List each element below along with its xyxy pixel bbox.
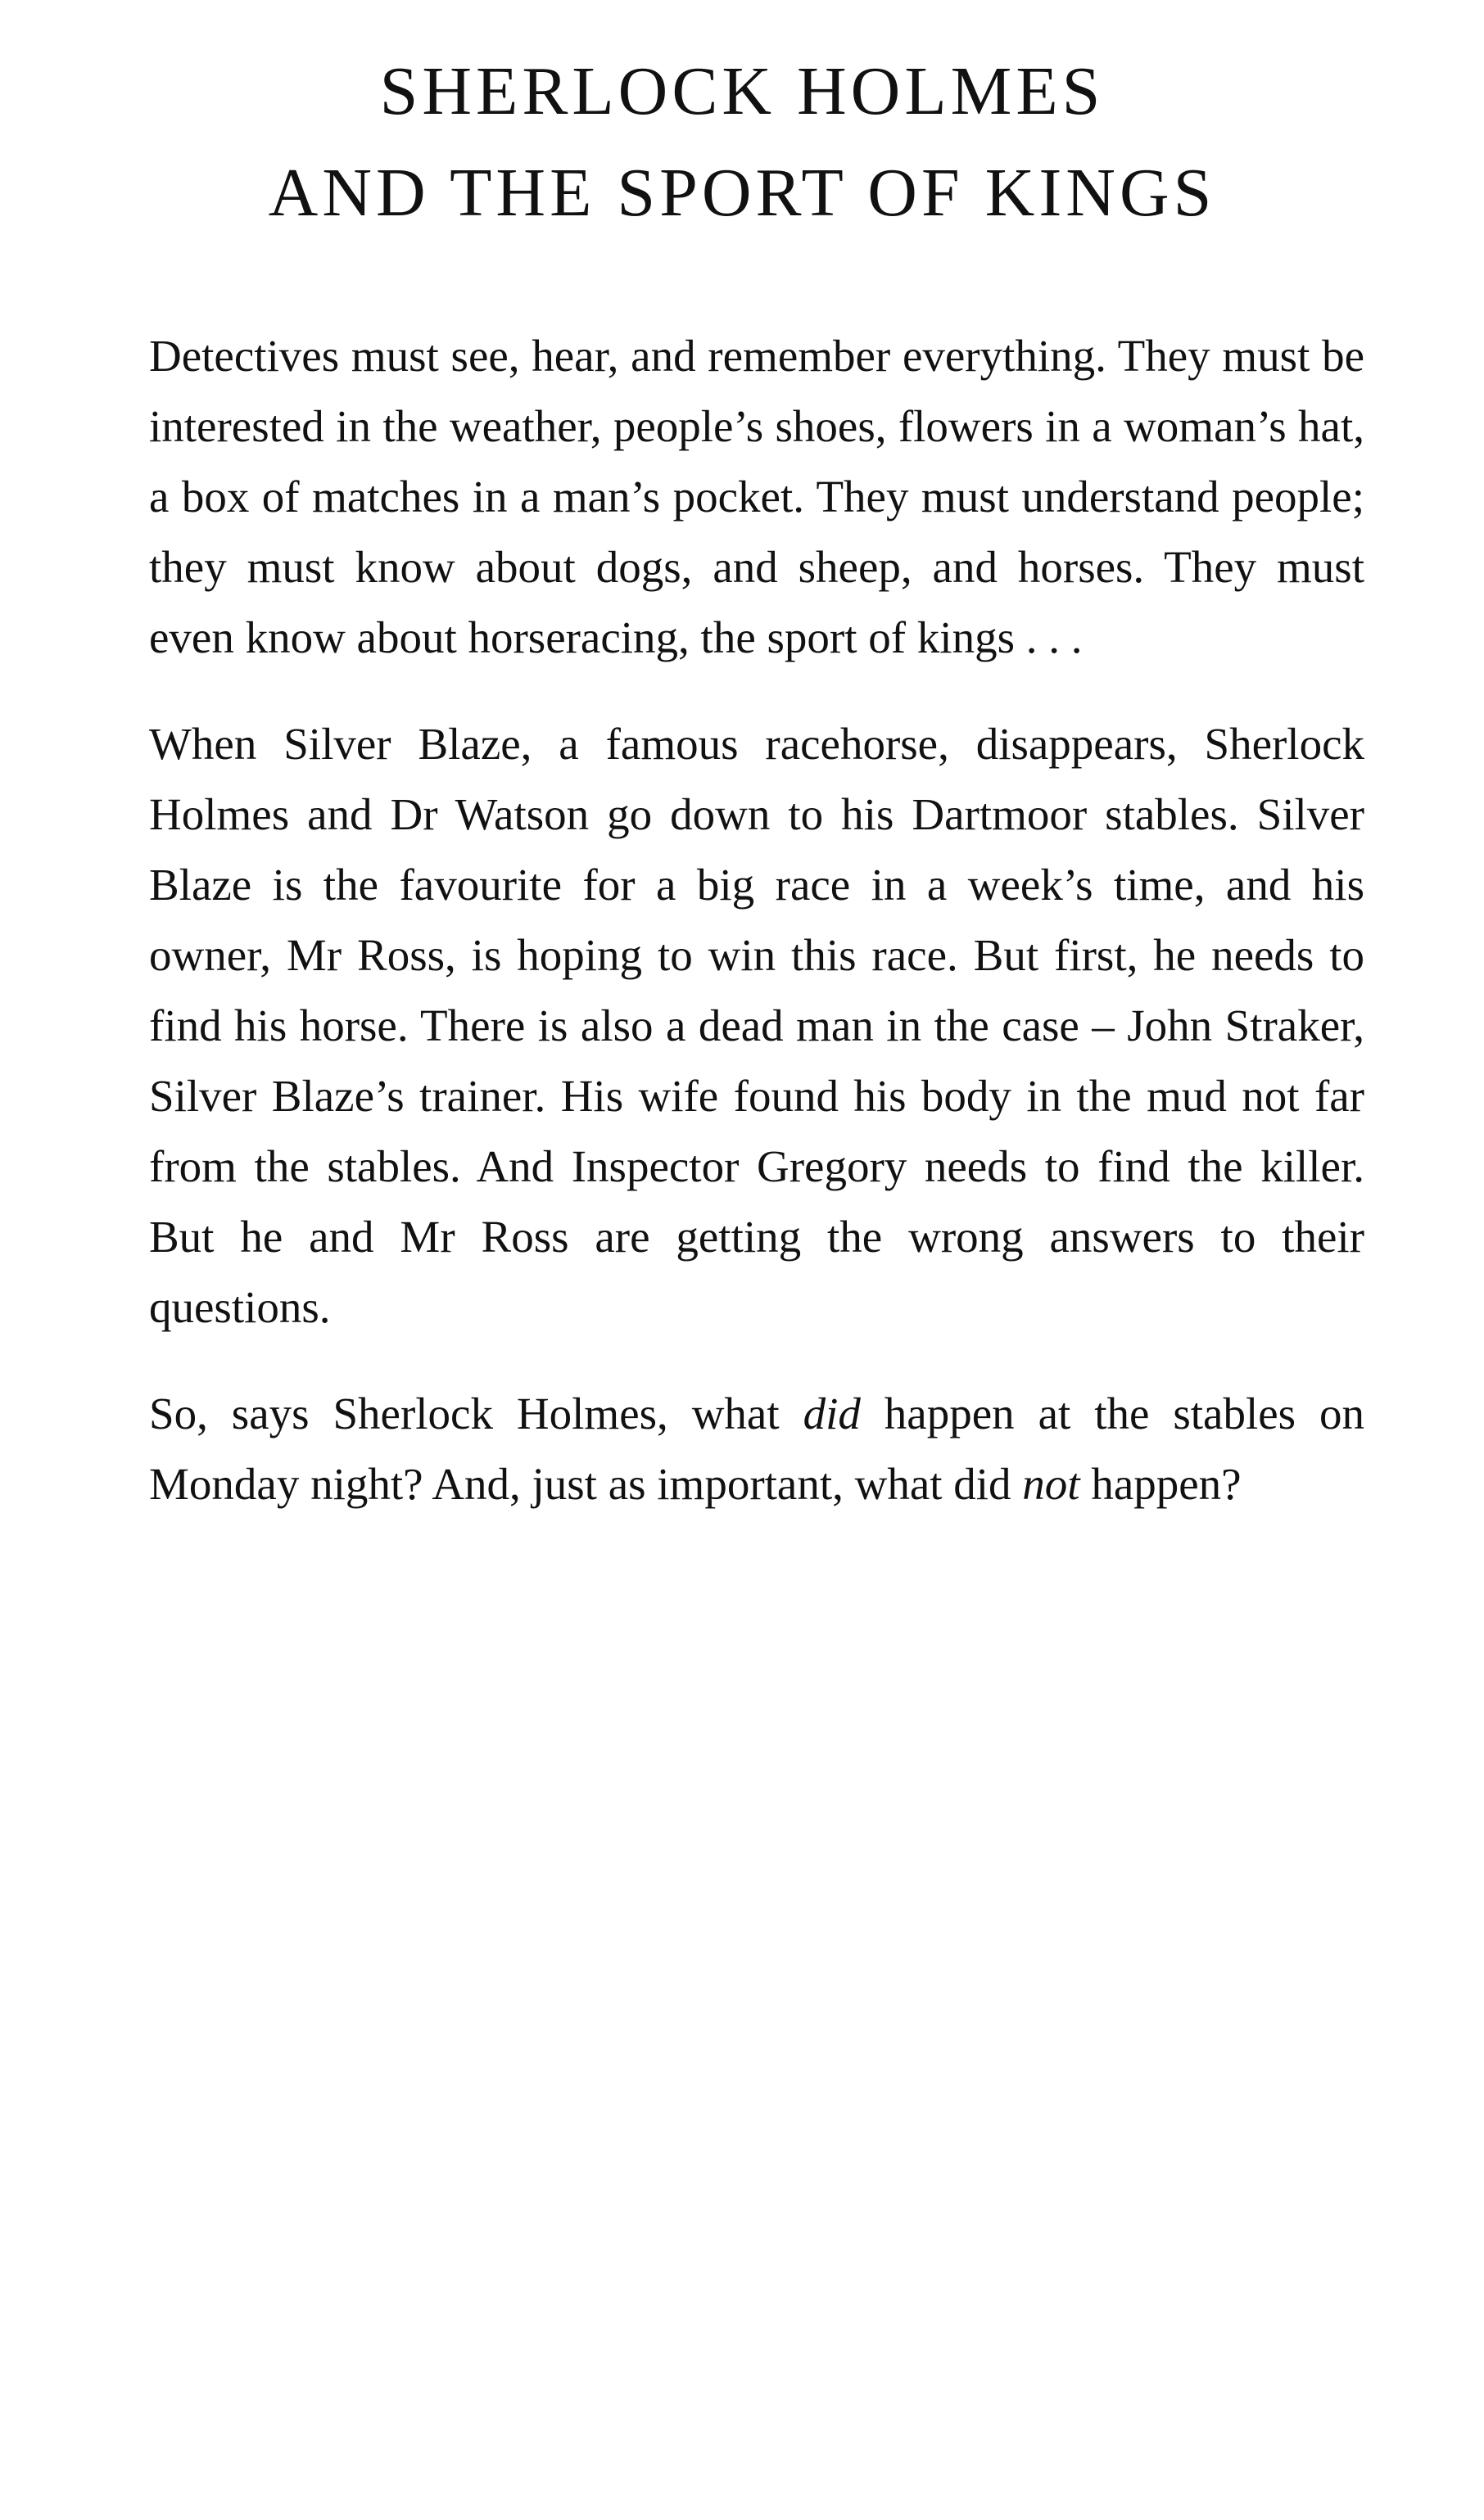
paragraph-1: Detectives must see, hear, and remember everything. They must be interested in the weather, people’s shoes, flowers in a woman’s hat, a box of matches in a man’s pocket. They must understand people; they must know about dogs, and sheep, and horses. They must even know about horseracing, the sport of kings . . . [149,331,1364,662]
emphasis-not: not [1022,1459,1080,1509]
blurb-text [149,321,1364,1556]
emphasis-did: did [803,1389,861,1438]
page-title [0,41,1484,244]
title-line-1: SHERLOCK HOLMES [379,53,1105,129]
paragraph-3-text-c: happen? [1079,1459,1242,1509]
paragraph-3-text-b: happen at the stables on Monday night? And, just as important, what did [149,1389,1365,1509]
title-line-2: AND THE SPORT OF KINGS [268,155,1216,231]
paragraph-3 [149,1379,1364,1520]
paragraph-3-text-a: So, says Sherlock Holmes, what [149,1389,803,1438]
paragraph-2: When Silver Blaze, a famous racehorse, disappears, Sherlock Holmes and Dr Watson go down to his Dartmoor stables. Silver Blaze is the favourite for a big race in a week’s time, and his owner, Mr Ross, is hoping to win this race. But first, he needs to find his horse. There is also a dead man in the case – John Straker, Silver Blaze’s trainer. His wife found his body in the mud not far from the stables. And Inspector Gregory needs to find the killer. But he and Mr Ross are getting the wrong answers to their questions. [149,719,1364,1332]
